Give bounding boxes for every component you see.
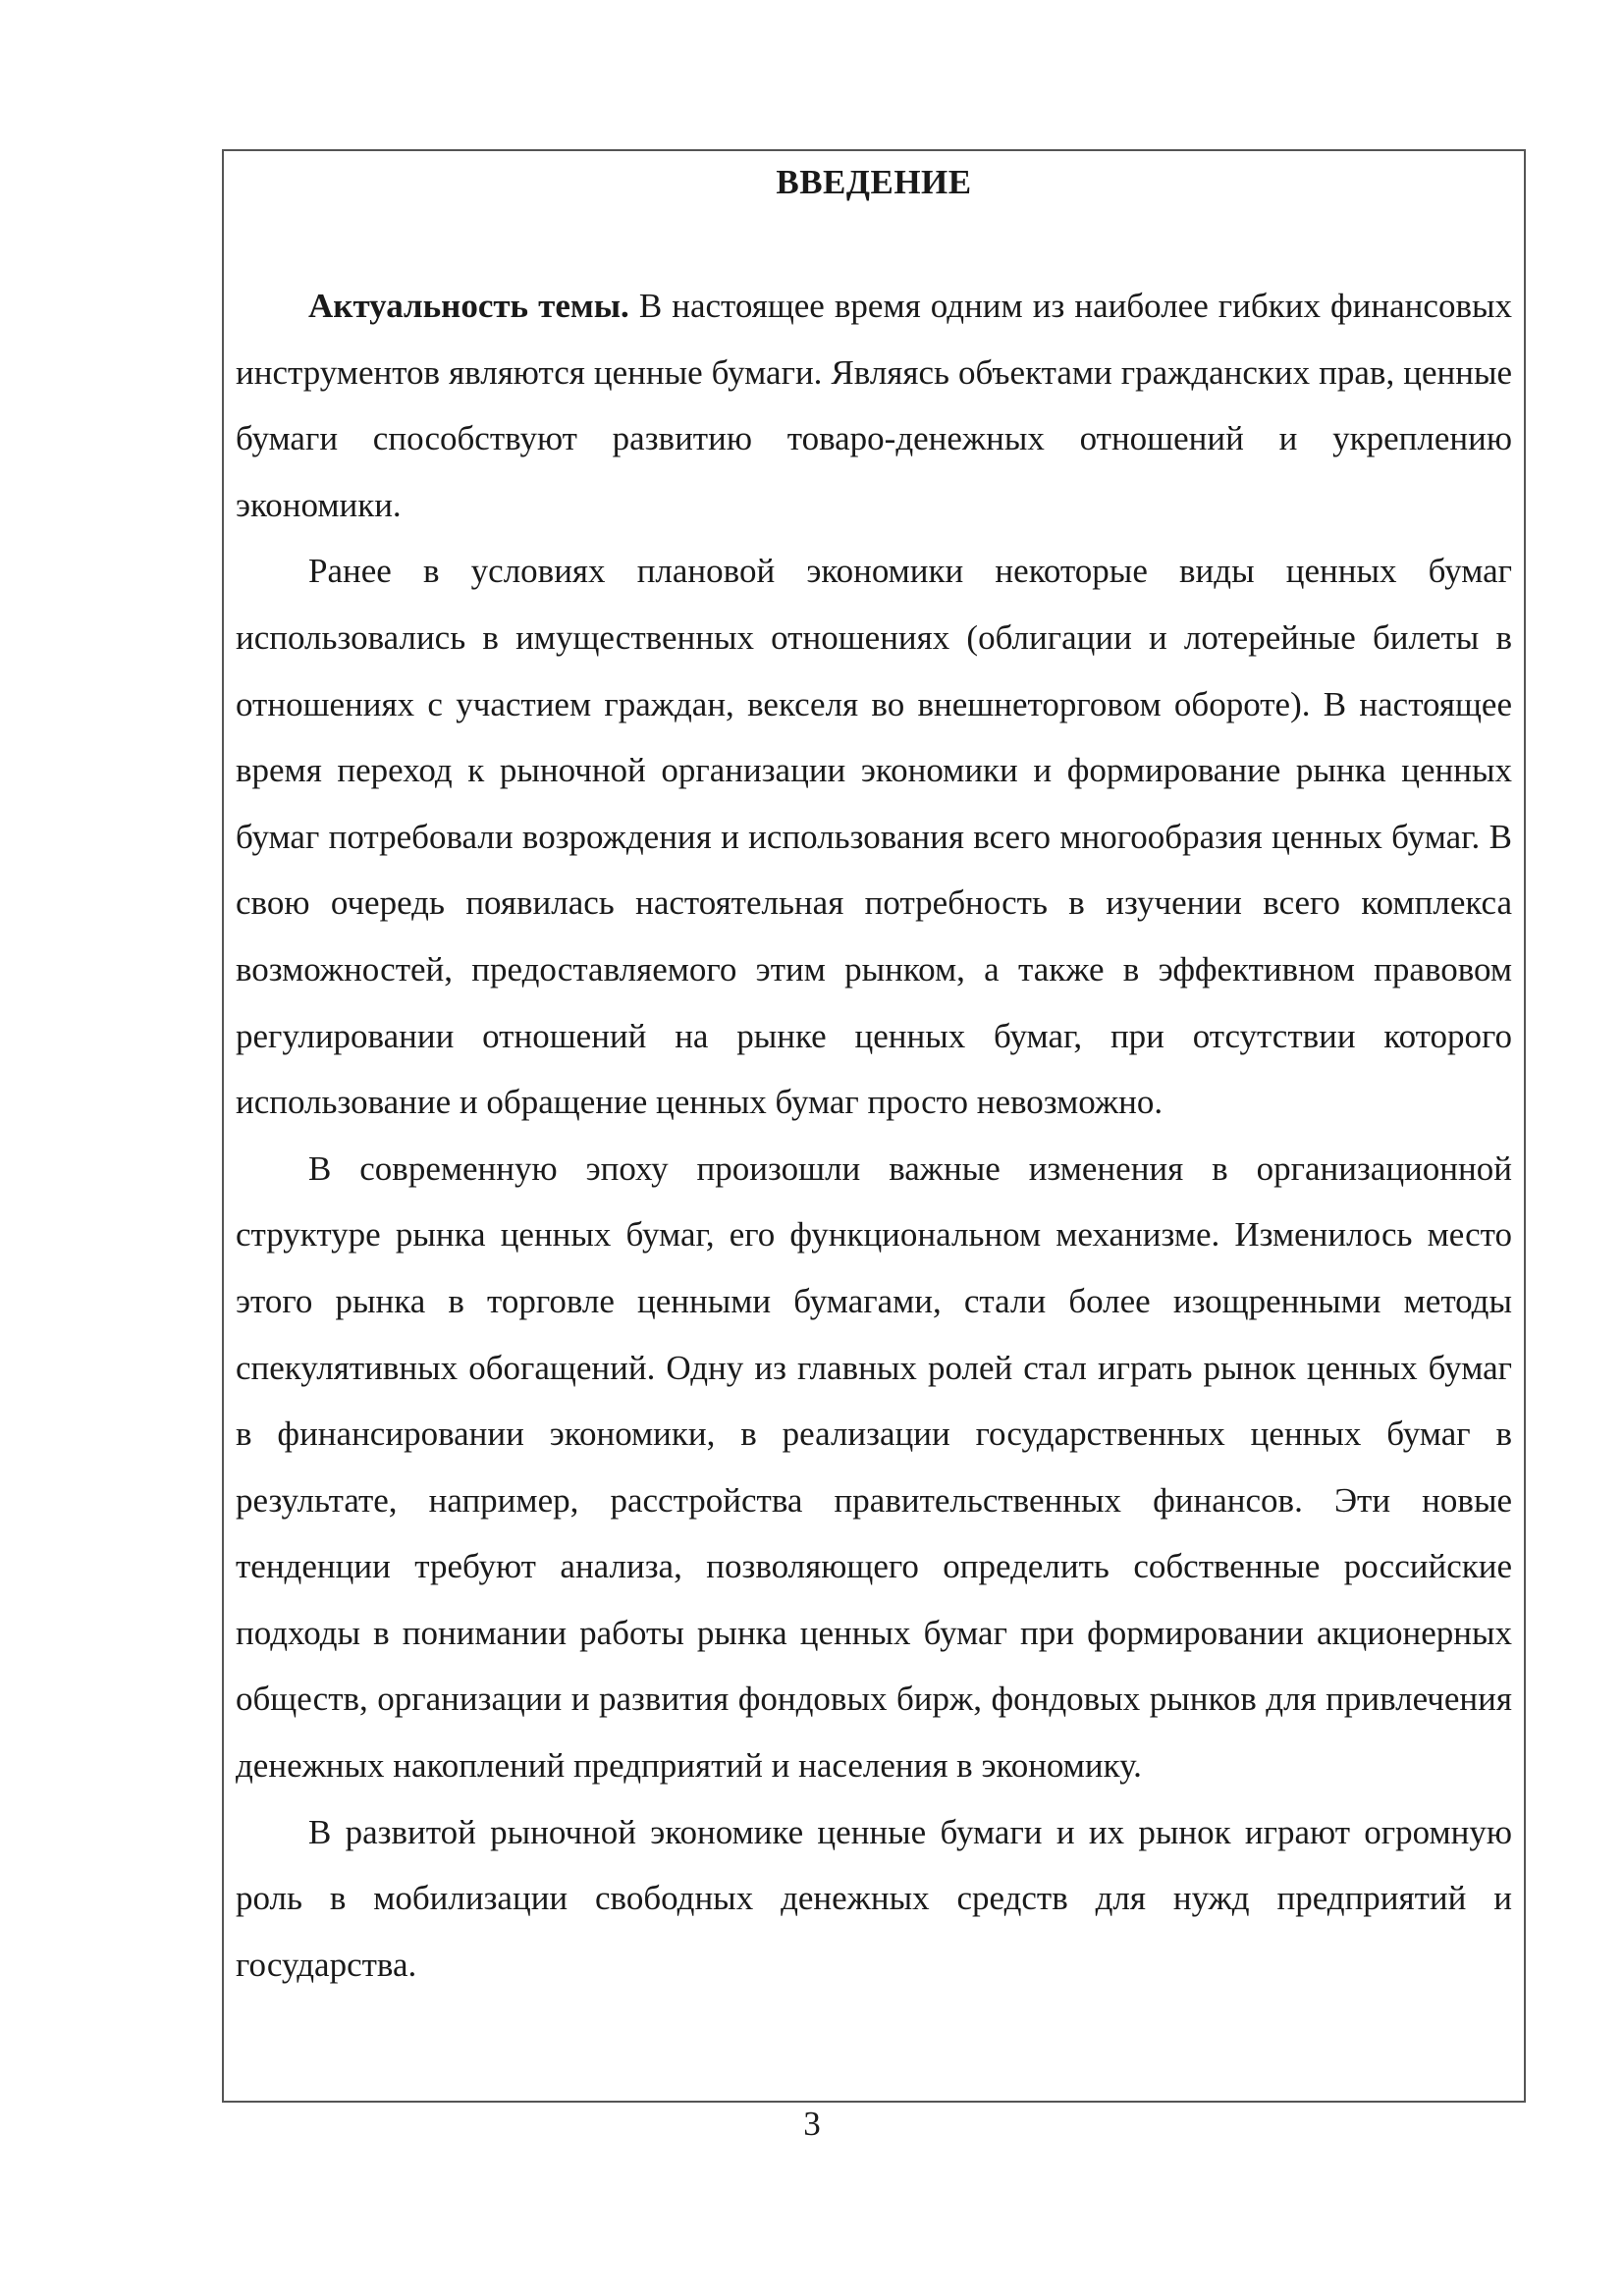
page-number: 3 xyxy=(803,2105,821,2143)
paragraph-4: В развитой рыночной экономике ценные бумаги и их рынок играют огромную роль в мобилизации свободных денежных средств для нужд предприятий и государства. xyxy=(236,1812,1512,1984)
paragraph-1 xyxy=(236,273,1512,538)
paragraph-lead: Актуальность темы. xyxy=(308,287,629,325)
paragraph-3: В современную эпоху произошли важные изменения в организационной структуре рынка ценных бумаг, его функциональном механизме. Изменилось место этого рынка в торговле ценными бумагами, стали более изощренными методы спекулятивных обогащений. Одну из главных ролей стал играть рынок ценных бумаг в финансировании экономики, в реализации государственных ценных бумаг в результате, например, расстройства правительственных финансов. Эти новые тенденции требуют анализа, позволяющего определить собственные российские подходы в понимании работы рынка ценных бумаг при формировании акционерных обществ, организации и развития фондовых бирж, фондовых рынков для привлечения денежных накоплений предприятий и населения в экономику. xyxy=(236,1148,1512,1786)
page-frame xyxy=(222,149,1526,2103)
section-title: ВВЕДЕНИЕ xyxy=(776,163,972,201)
body-text xyxy=(236,273,1512,1998)
paragraph-2: Ранее в условиях плановой экономики некоторые виды ценных бумаг использовались в имущественных отношениях (облигации и лотерейные билеты в отношениях с участием граждан, векселя во внешнеторговом обороте). В настоящее время переход к рыночной организации экономики и формирование рынка ценных бумаг потребовали возрождения и использования всего многообразия ценных бумаг. В свою очередь появилась настоятельная потребность в изучении всего комплекса возможностей, предоставляемого этим рынком, а также в эффективном правовом регулировании отношений на рынке ценных бумаг, при отсутствии которого использование и обращение ценных бумаг просто невозможно. xyxy=(236,552,1512,1122)
paragraph-text: В настоящее время одним из наиболее гибких финансовых инструментов являются ценные бумаги. Являясь объектами гражданских прав, ценные бумаги способствуют развитию товаро-денежных отношений и укреплению экономики. xyxy=(236,287,1512,524)
